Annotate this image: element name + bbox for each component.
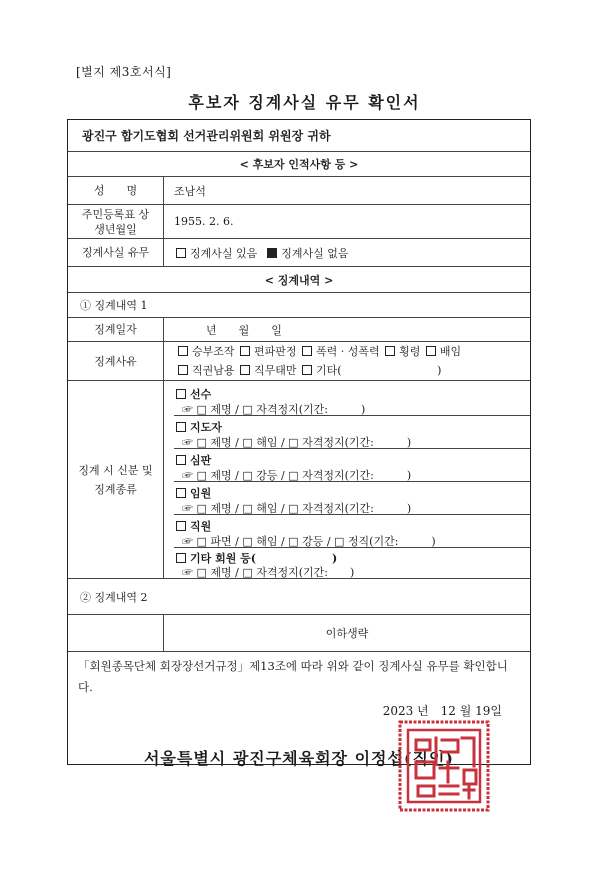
- position-divider: [174, 481, 530, 482]
- position-options: ☞ □ 파면 / □ 해임 / □ 강등 / □ 정직(기간: ): [182, 535, 436, 548]
- item2-row: [68, 579, 530, 615]
- reason-label: 배임: [439, 345, 462, 358]
- discipline-fact-options: [164, 239, 530, 266]
- position-title: 임원: [174, 485, 211, 501]
- discipline-reason-row: [68, 342, 530, 381]
- position-title: 직원: [174, 518, 211, 534]
- position-options: ☞ □ 제명 / □ 해임 / □ 자격정지(기간: ): [182, 436, 412, 449]
- reason-label: 직무태만: [254, 364, 297, 377]
- position-title: 선수: [174, 386, 211, 402]
- reason-checkbox[interactable]: [178, 346, 188, 356]
- reason-other-close: ): [437, 364, 442, 377]
- reason-label: 횡령: [399, 345, 421, 358]
- reason-label: 직권남용: [192, 364, 235, 377]
- position-checkbox[interactable]: [176, 422, 186, 432]
- reason-line-2: [176, 361, 461, 380]
- position-checkbox[interactable]: [176, 389, 186, 399]
- discipline-fact-label: 징계사실 유무: [68, 239, 164, 266]
- discipline-reason-options: [164, 342, 530, 380]
- birth-label-line-2: 생년월일: [94, 222, 137, 236]
- reason-label: 편파판정: [254, 345, 297, 358]
- discipline-reason-label: 징계사유: [68, 342, 164, 380]
- reason-checkbox[interactable]: [178, 365, 188, 375]
- position-options: ☞ □ 제명 / □ 자격정지(기간: ): [182, 566, 355, 579]
- position-options: ☞ □ 제명 / □ 강등 / □ 자격정지(기간: ): [182, 469, 412, 482]
- reason-label: 폭력 · 성폭력: [316, 345, 380, 358]
- document-title: 후보자 징계사실 유무 확인서: [188, 93, 421, 112]
- birth-row: [68, 205, 530, 239]
- declaration-text: 「회원종목단체 회장장선거규정」제13조에 따라 위와 같이 징계사실 유무를 확인합니다.: [78, 659, 508, 694]
- omitted-empty-cell: [68, 615, 164, 651]
- discipline-status-label: [68, 381, 164, 578]
- discipline-fact-row: [68, 239, 530, 267]
- discipline-yes-checkbox[interactable]: [176, 248, 186, 258]
- birth-label-line-1: 주민등록표 상: [81, 207, 150, 221]
- omitted-text: 이하생략: [325, 627, 369, 640]
- discipline-status-row: [68, 381, 530, 579]
- discipline-section-heading: < 징계내역 >: [264, 273, 334, 287]
- reason-checkbox[interactable]: [240, 365, 250, 375]
- item1-row: [68, 293, 530, 318]
- omitted-row: [68, 615, 530, 652]
- birth-value: 1955. 2. 6.: [174, 215, 234, 228]
- position-title: 지도자: [174, 419, 222, 435]
- form-table: [67, 119, 531, 768]
- recipient: 광진구 합기도협회 선거관리위원회 위원장 귀하: [82, 129, 331, 143]
- position-checkbox[interactable]: [176, 521, 186, 531]
- discipline-no-label: 징계사실 없음: [281, 246, 349, 260]
- discipline-yes-label: 징계사실 있음: [190, 246, 258, 260]
- name-label: 성 명: [68, 177, 164, 204]
- reason-checkbox[interactable]: [302, 365, 312, 375]
- position-checkbox[interactable]: [176, 488, 186, 498]
- signatory: 서울특별시 광진구체육회장 이정섭(직인): [143, 749, 455, 768]
- item2-title: ② 징계내역 2: [80, 590, 148, 604]
- birth-label: [68, 205, 164, 238]
- discipline-date-row: [68, 318, 530, 342]
- discipline-date-label: 징계일자: [68, 318, 164, 341]
- form-number: [별지 제3호서식]: [76, 65, 172, 79]
- name-row: [68, 177, 530, 205]
- status-label-line-1: 징계 시 신분 및: [78, 463, 153, 477]
- position-title: 심판: [174, 452, 211, 468]
- position-title: 기타 회원 등( ): [174, 550, 337, 566]
- reason-checkbox[interactable]: [426, 346, 436, 356]
- reason-checkbox[interactable]: [240, 346, 250, 356]
- candidate-heading-row: [68, 152, 530, 177]
- reason-other-label: 기타(: [316, 364, 342, 377]
- position-options: ☞ □ 제명 / □ 해임 / □ 자격정지(기간: ): [182, 502, 412, 515]
- discipline-heading-row: [68, 267, 530, 293]
- position-divider: [174, 514, 530, 515]
- official-seal-icon: [396, 718, 492, 814]
- position-divider: [174, 448, 530, 449]
- discipline-no-checkbox[interactable]: [267, 248, 277, 258]
- discipline-date-value: 년 월 일: [206, 323, 282, 337]
- reason-checkbox[interactable]: [302, 346, 312, 356]
- position-divider: [174, 547, 530, 548]
- recipient-row: [68, 120, 530, 152]
- item1-title: ① 징계내역 1: [80, 299, 148, 312]
- candidate-section-heading: < 후보자 인적사항 등 >: [239, 158, 359, 171]
- position-checkbox[interactable]: [176, 455, 186, 465]
- position-divider: [174, 415, 530, 416]
- name-value: 조남석: [174, 184, 206, 198]
- status-label-line-2: 징계종류: [94, 482, 137, 496]
- reason-label: 승부조작: [192, 345, 235, 358]
- reason-checkbox[interactable]: [385, 346, 395, 356]
- signed-date: 2023 년 12 월 19일: [382, 704, 502, 718]
- position-checkbox[interactable]: [176, 553, 186, 563]
- reason-line-1: [176, 342, 461, 361]
- position-options: ☞ □ 제명 / □ 자격정지(기간: ): [182, 403, 366, 416]
